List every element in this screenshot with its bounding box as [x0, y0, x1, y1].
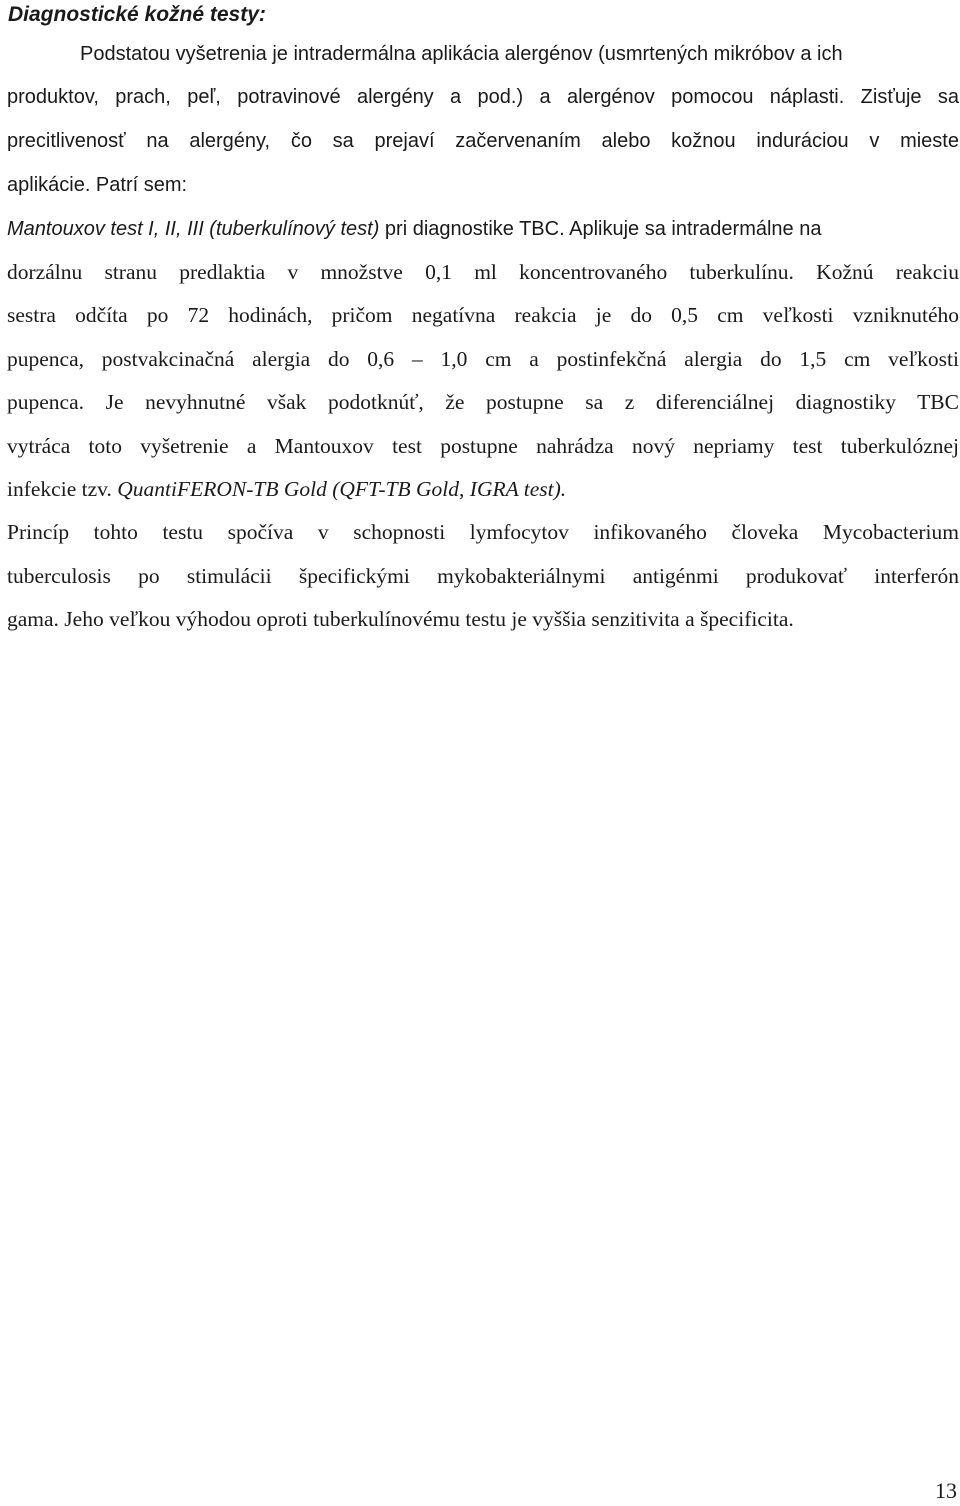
p2-line-2: dorzálnu stranu predlaktia v množstve 0,1 ml koncentrovaného tuberkulínu. Kožnú reakciu [7, 260, 959, 284]
page-number: 13 [935, 1478, 957, 1503]
p3-line-1: Princíp tohto testu spočíva v schopnosti lymfocytov infikovaného človeka Mycobacterium [7, 520, 959, 544]
p1-line-3: precitlivenosť na alergény, čo sa prejaví začervenaním alebo kožnou induráciou v mieste [7, 130, 959, 152]
p2-line-1 [7, 213, 959, 244]
p3-line-2: tuberculosis po stimulácii špecifickými mykobakteriálnymi antigénmi produkovať interferón [7, 564, 959, 588]
p1-line-2: produktov, prach, peľ, potravinové alergény a pod.) a alergénov pomocou náplasti. Zisťuje sa [7, 86, 959, 108]
section-heading: Diagnostické kožné testy: [8, 3, 266, 26]
p1-line-1: Podstatou vyšetrenia je intradermálna aplikácia alergénov (usmrtených mikróbov a ich [80, 43, 843, 65]
p2-line-3: sestra odčíta po 72 hodinách, pričom negatívna reakcia je do 0,5 cm veľkosti vzniknutého [7, 303, 959, 327]
p1-line-4: aplikácie. Patrí sem: [7, 174, 188, 196]
p2-line-5: pupenca. Je nevyhnutné však podotknúť, že postupne sa z diferenciálnej diagnostiky TBC [7, 390, 959, 414]
p3-line-3: gama. Jeho veľkou výhodou oproti tuberkulínovému testu je vyššia senzitivita a špecificita. [7, 607, 794, 631]
p2-line-7-start: infekcie tzv. [7, 477, 118, 501]
p2-line-7 [7, 474, 959, 504]
p2-line-1-rest: pri diagnostike TBC. Aplikuje sa intradermálne na [379, 218, 822, 240]
p2-line-4: pupenca, postvakcinačná alergia do 0,6 – 1,0 cm a postinfekčná alergia do 1,5 cm veľkosti [7, 347, 959, 371]
quantiferon-test-term: QuantiFERON-TB Gold (QFT-TB Gold, IGRA test). [117, 477, 567, 501]
mantoux-test-term: Mantouxov test I, II, III (tuberkulínový test) [7, 218, 380, 240]
p2-line-6: vytráca toto vyšetrenie a Mantouxov test postupne nahrádza nový nepriamy test tuberkulóznej [7, 434, 959, 458]
